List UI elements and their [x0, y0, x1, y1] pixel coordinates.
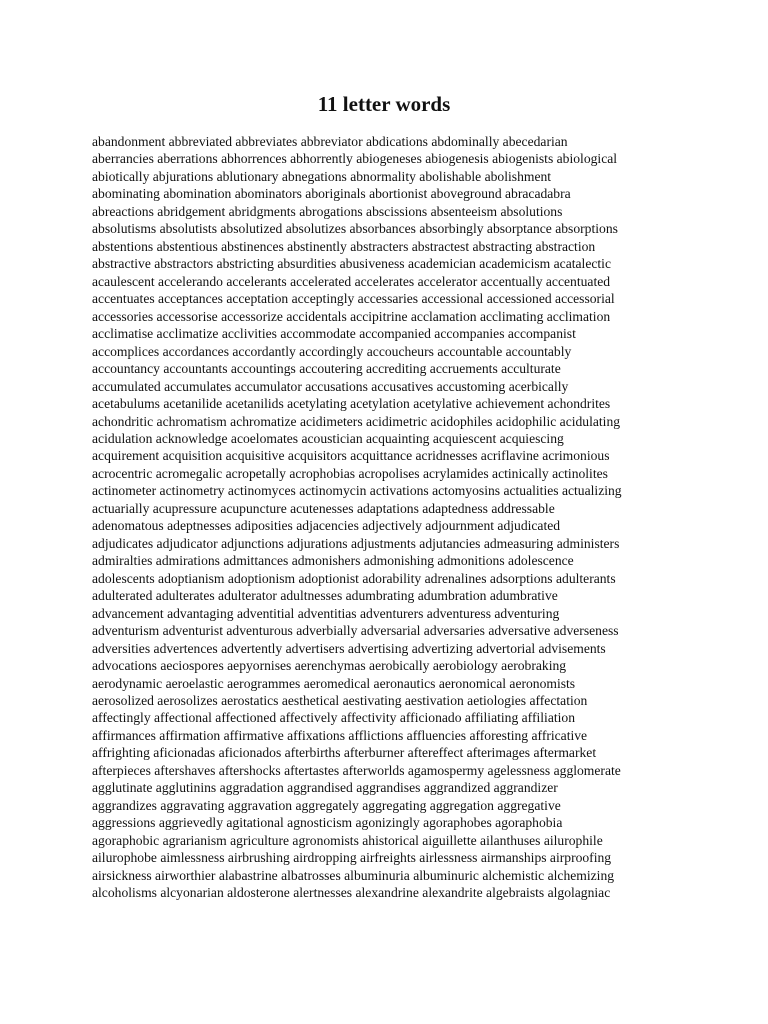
word-line: adjudicates adjudicator adjunctions adjurations adjustments adjutancies admeasuring administers [92, 535, 620, 551]
word-line: accountancy accountants accountings accoutering accrediting accruements acculturate [92, 361, 561, 377]
word-line: adversities advertences advertently advertisers advertising advertizing advertorial advisements [92, 640, 606, 656]
word-line: ailurophobe aimlessness airbrushing airdropping airfreights airlessness airmanships airproofing [92, 850, 612, 866]
word-line: adulterated adulterates adulterator adultnesses adumbrating adumbration adumbrative [92, 588, 558, 604]
word-line: abstentions abstentious abstinences abstinently abstracters abstractest abstracting abstraction [92, 238, 596, 254]
word-line: accumulated accumulates accumulator accusations accusatives accustoming acerbically [92, 378, 569, 394]
word-line: admiralties admirations admittances admonishers admonishing admonitions adolescence [92, 553, 574, 569]
word-line: acrocentric acromegalic acropetally acrophobias acropolises acrylamides actinically actinolites [92, 465, 608, 481]
word-line: affectingly affectional affectioned affectively affectivity afficionado affiliating affiliation [92, 710, 576, 726]
word-line: airsickness airworthier alabastrine albatrosses albuminuria albuminuric alchemistic alchemizing [92, 867, 615, 883]
word-line: achondritic achromatism achromatize acidimeters acidimetric acidophiles acidophilic acidulating [92, 413, 621, 429]
word-line: agoraphobic agrarianism agriculture agronomists ahistorical aiguillette ailanthuses ailurophile [92, 832, 603, 848]
word-line: agglutinate agglutinins aggradation aggrandised aggrandises aggrandized aggrandizer [92, 780, 558, 796]
word-line: accomplices accordances accordantly accordingly accoucheurs accountable accountably [92, 343, 572, 359]
word-line: actinometer actinometry actinomyces actinomycin activations actomyosins actualities actualizing [92, 483, 622, 499]
word-line: aerodynamic aeroelastic aerogrammes aeromedical aeronautics aeronomical aeronomists [92, 675, 576, 691]
word-line: acetabulums acetanilide acetanilids acetylating acetylation acetylative achievement achondrites [92, 396, 611, 412]
word-line: abiotically abjurations ablutionary abnegations abnormality abolishable abolishment [92, 168, 552, 184]
word-line: alcoholisms alcyonarian aldosterone alertnesses alexandrine alexandrite algebraists algolagniac [92, 885, 611, 901]
word-line: advancement advantaging adventitial adventitias adventurers adventuress adventuring [92, 605, 560, 621]
word-line: acidulation acknowledge acoelomates acoustician acquainting acquiescent acquiescing [92, 430, 564, 446]
word-line: abandonment abbreviated abbreviates abbreviator abdications abdominally abecedarian [92, 134, 568, 149]
word-line: accentuates acceptances acceptation acceptingly accessaries accessional accessioned accessorial [92, 291, 615, 307]
word-line: acaulescent accelerando accelerants accelerated accelerates accelerator accentually accentuated [92, 273, 611, 289]
word-line: acclimatise acclimatize acclivities accommodate accompanied accompanies accompanist [92, 326, 576, 342]
word-line: abreactions abridgement abridgments abrogations abscissions absenteeism absolutions [92, 203, 563, 219]
word-line: abstractive abstractors abstricting absurdities abusiveness academician academicism acatalectic [92, 256, 611, 272]
word-line: adventurism adventurist adventurous adverbially adversarial adversaries adversative adverseness [92, 623, 619, 639]
word-line: aerosolized aerosolizes aerostatics aesthetical aestivating aestivation aetiologies affectation [92, 693, 588, 708]
word-line: affirmances affirmation affirmative affixations afflictions affluencies afforesting affricative [92, 727, 588, 743]
word-line: aberrancies aberrations abhorrences abhorrently abiogeneses abiogenesis abiogenists abiological [92, 151, 618, 167]
word-line: aggressions aggrievedly agitational agnosticism agonizingly agoraphobes agoraphobia [92, 815, 563, 831]
word-line: actuarially acupressure acupuncture acutenesses adaptations adaptedness addressable [92, 500, 555, 516]
page-title: 11 letter words [317, 92, 451, 116]
word-line: aggrandizes aggravating aggravation aggregately aggregating aggregation aggregative [92, 797, 561, 813]
word-line: acquirement acquisition acquisitive acquisitors acquittance acridnesses acriflavine acrimonious [92, 448, 610, 464]
word-line: abominating abomination abominators aboriginals abortionist aboveground abracadabra [92, 186, 571, 202]
word-line: adolescents adoptianism adoptionism adoptionist adorability adrenalines adsorptions adulterants [92, 570, 616, 586]
word-line: absolutisms absolutists absolutized absolutizes absorbances absorbingly absorptance absorptions [92, 221, 618, 237]
word-line: advocations aeciospores aepyornises aerenchymas aerobically aerobiology aerobraking [92, 658, 567, 674]
word-line: afterpieces aftershaves aftershocks aftertastes afterworlds agamospermy agelessness agglomerate [92, 762, 621, 778]
word-list [92, 133, 692, 902]
word-line: accessories accessorise accessorize accidentals accipitrine acclamation acclimating acclimation [92, 308, 611, 324]
word-line: affrighting aficionadas aficionados afterbirths afterburner aftereffect afterimages aftermarket [92, 745, 597, 761]
word-line: adenomatous adeptnesses adiposities adjacencies adjectively adjournment adjudicated [92, 518, 561, 534]
